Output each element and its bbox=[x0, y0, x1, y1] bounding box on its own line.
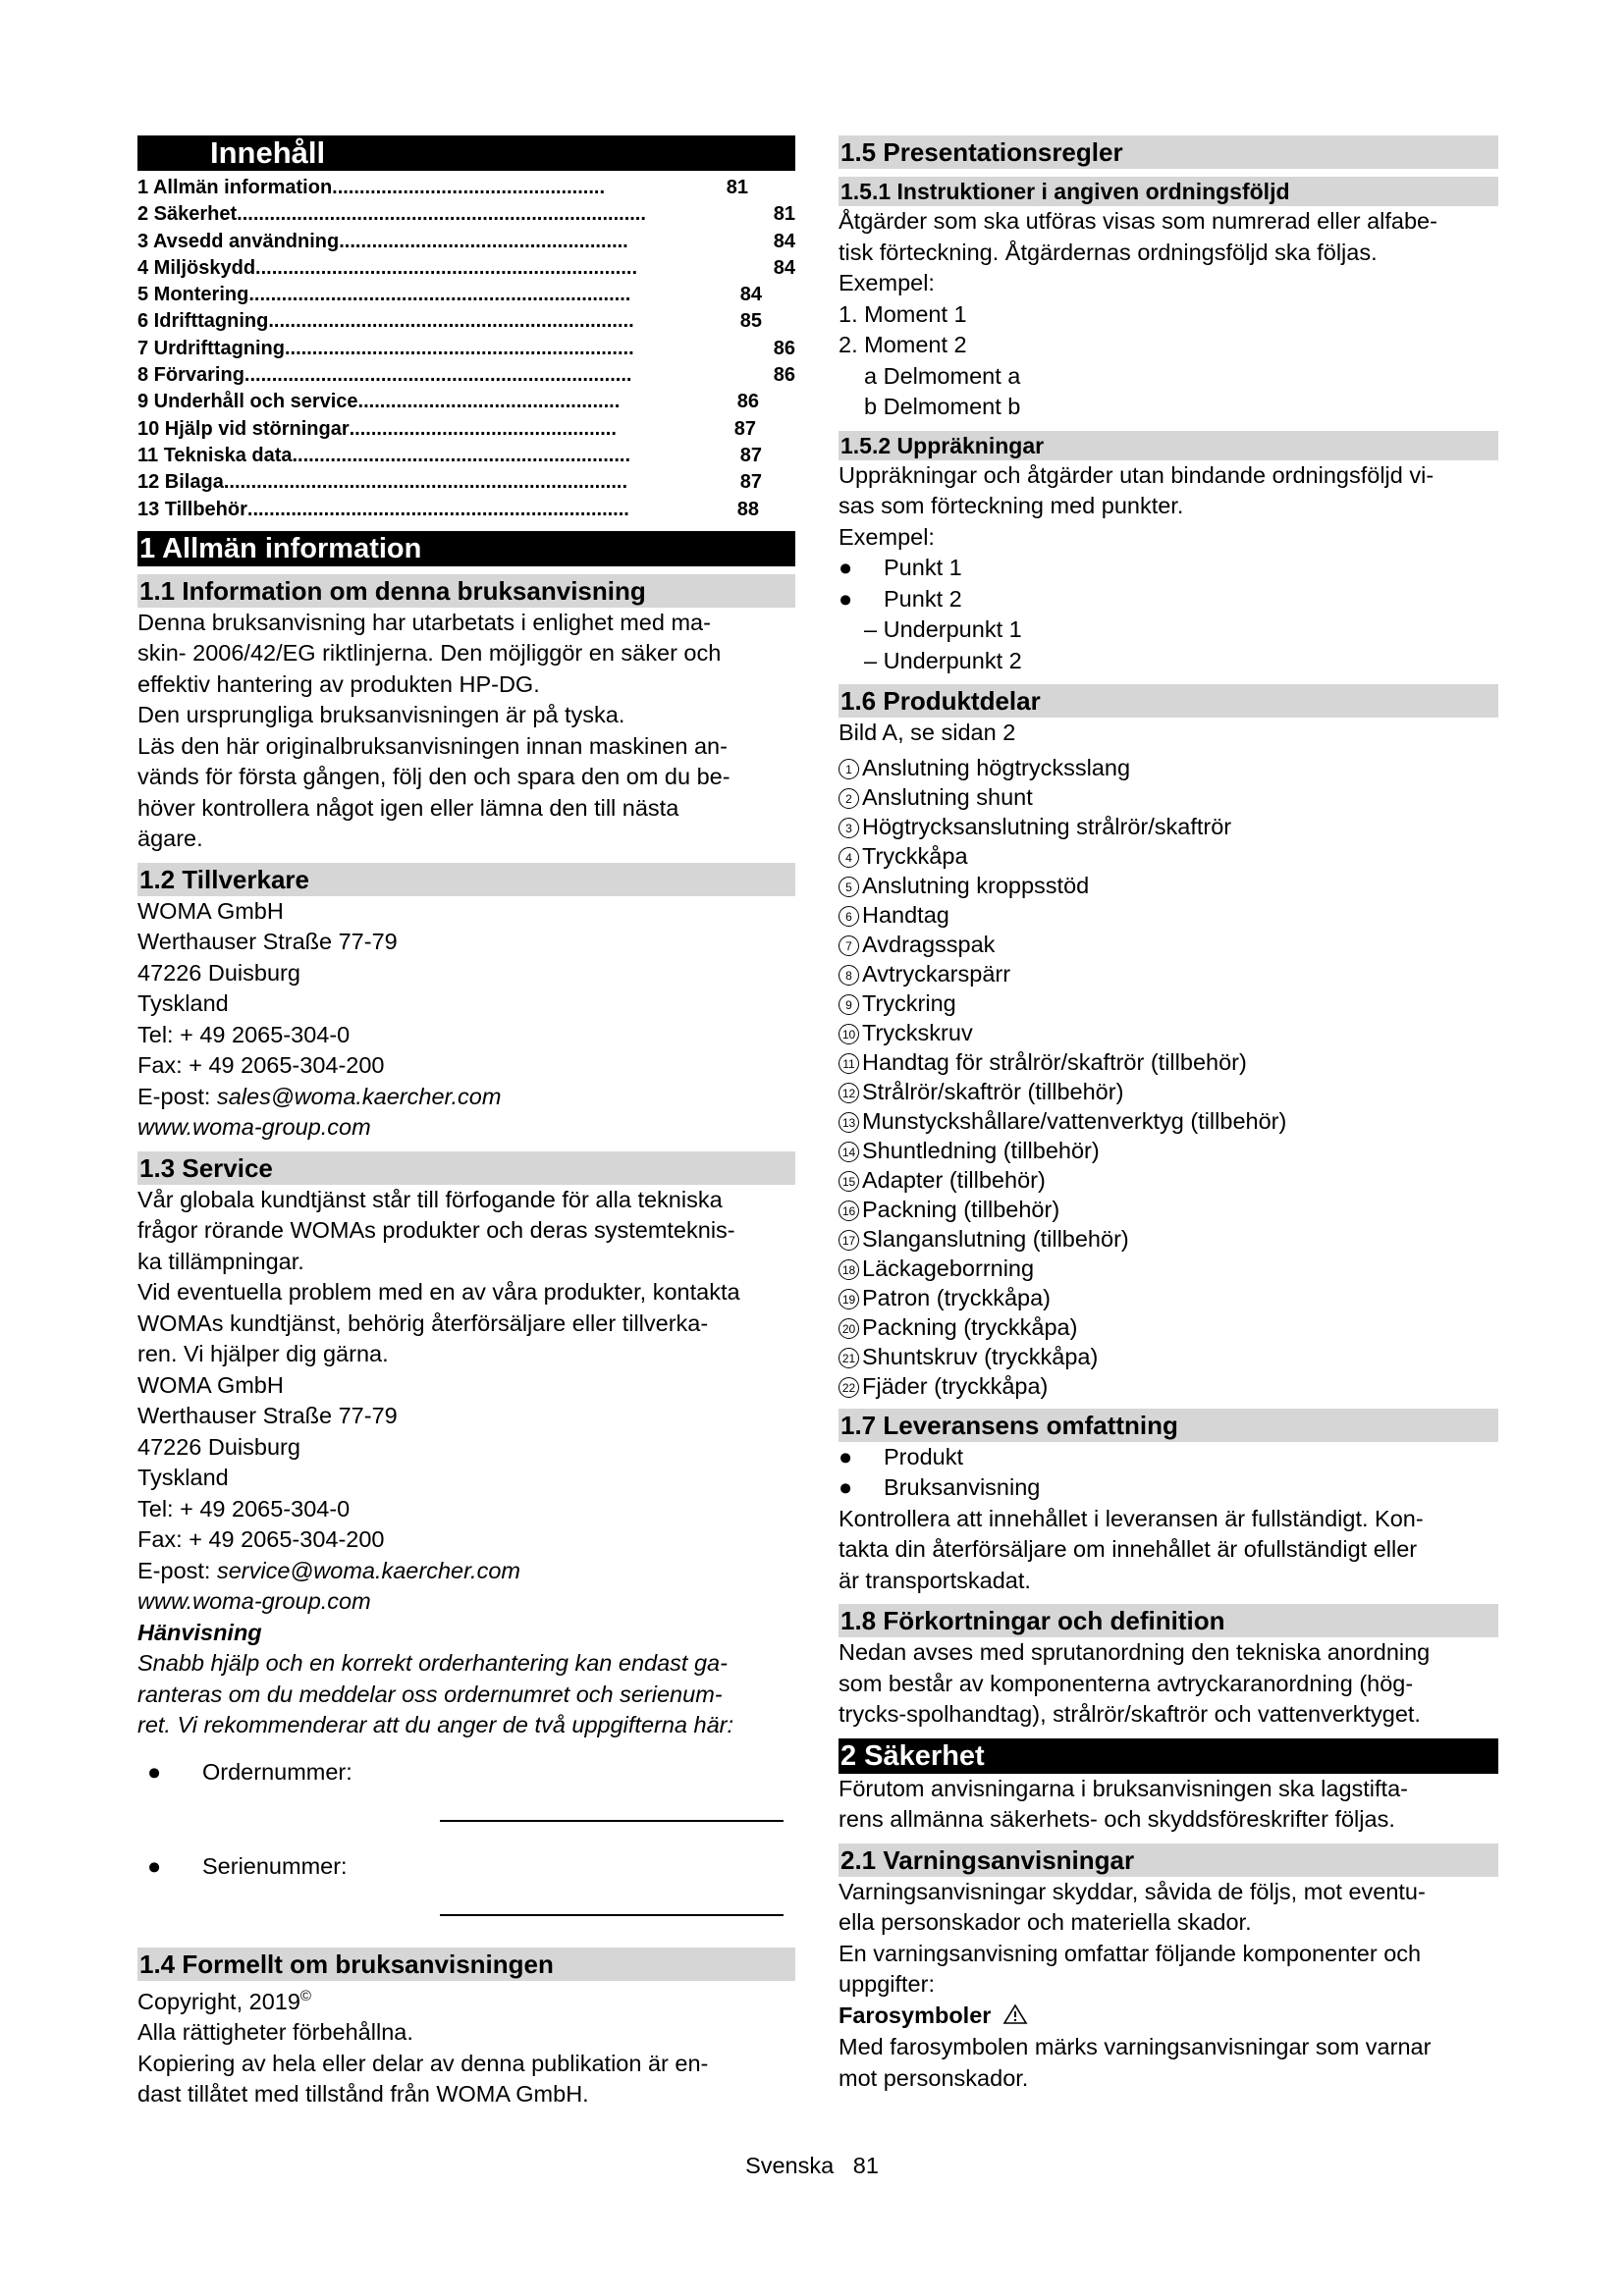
section-1-5-1-heading: 1.5.1 Instruktioner i angiven ordningsföljd bbox=[839, 177, 1498, 206]
toc-list bbox=[137, 175, 795, 523]
section-2-1-heading: 2.1 Varningsanvisningar bbox=[839, 1843, 1498, 1877]
list-item: ● Punkt 2 bbox=[839, 585, 962, 612]
section-1-5-heading: 1.5 Presentationsregler bbox=[839, 135, 1498, 169]
list-item: 20 Packning (tryckkåpa) bbox=[839, 1312, 1498, 1342]
toc-item[interactable]: 9 Underhåll och service ................................................ 86 bbox=[137, 391, 759, 413]
list-item: 12 Strålrör/skaftrör (tillbehör) bbox=[839, 1077, 1498, 1106]
list-item: 11 Handtag för strålrör/skaftrör (tillbehör) bbox=[839, 1047, 1498, 1077]
list-item: 22 Fjäder (tryckkåpa) bbox=[839, 1371, 1498, 1401]
section-1-7-heading: 1.7 Leveransens omfattning bbox=[839, 1409, 1498, 1442]
parts-intro: Bild A, se sidan 2 bbox=[839, 720, 1016, 745]
list-item: ● Punkt 1 bbox=[839, 555, 962, 580]
section-1-8-body: Nedan avses med sprutanordning den tekniska anordning som består av komponenterna avtryckaranordning (hög- trycks-spolhandtag), strålrör/skaftrör och vattenverktyget. bbox=[839, 1639, 1431, 1727]
toc-item[interactable]: 10 Hjälp vid störningar ................................................. 87 bbox=[137, 417, 756, 440]
serial-number-field[interactable]: ● Serienummer: bbox=[147, 1853, 348, 1880]
section-1-5-2-heading: 1.5.2 Uppräkningar bbox=[839, 431, 1498, 460]
service-body: Vår globala kundtjänst står till förfogande för alla tekniska frågor rörande WOMAs produkter och deras systemteknis- ka tillämpningar. Vid eventuella problem med en av våra produkter, kontakta WOMAs kundtjänst, behörig återförsäljare eller tillverka- ren. Vi hjälper dig gärna. WOMA GmbH Werthauser Straße 77-79 47226 Duisburg Tyskland Tel: + 49 2065-304-0 Fax: + 49 2065-304-200 E-post: service@woma.kaercher.com www.woma-group.com Hänvisning Snabb hjälp och en korrekt orderhantering kan endast ga- ranteras om du meddelar oss ordernumret och serienum- ret. Vi rekommenderar att du anger de två uppgifterna här: bbox=[137, 1185, 795, 1741]
section-1-4-heading: 1.4 Formellt om bruksanvisningen bbox=[137, 1948, 795, 1981]
warning-triangle-icon bbox=[1003, 2002, 1027, 2033]
toc-item[interactable]: 13 Tillbehör ...................................................................... 88 bbox=[137, 498, 759, 520]
list-item: 2 Anslutning shunt bbox=[839, 782, 1498, 812]
list-item: ● Bruksanvisning bbox=[839, 1474, 1041, 1500]
serial-number-line[interactable] bbox=[440, 1914, 784, 1916]
list-item: 3 Högtrycksanslutning strålrör/skaftrör bbox=[839, 812, 1498, 841]
right-column bbox=[839, 135, 1498, 2094]
section-1-3-heading: 1.3 Service bbox=[137, 1151, 795, 1185]
toc-item[interactable]: 1 Allmän information .................................................. 81 bbox=[137, 177, 748, 198]
website-link[interactable]: www.woma-group.com bbox=[137, 1114, 371, 1141]
toc-item[interactable]: 11 Tekniska data .............................................................. 87 bbox=[137, 444, 762, 466]
list-item: 1 Anslutning högtrycksslang bbox=[839, 753, 1498, 782]
section-1-8-heading: 1.8 Förkortningar och definition bbox=[839, 1604, 1498, 1637]
list-item: 15 Adapter (tillbehör) bbox=[839, 1165, 1498, 1195]
list-item: 16 Packning (tillbehör) bbox=[839, 1195, 1498, 1224]
list-item: 17 Slanganslutning (tillbehör) bbox=[839, 1224, 1498, 1254]
toc-item[interactable]: 3 Avsedd användning ..................................................... 84 bbox=[137, 230, 795, 252]
page-footer bbox=[0, 2153, 1624, 2179]
section-1-4-body: Copyright, 2019© Alla rättigheter förbehållna. Kopiering av hela eller delar av denna publikation är en- dast tillåtet med tillstånd från WOMA GmbH. bbox=[137, 1987, 709, 2108]
sales-email-link[interactable]: sales@woma.kaercher.com bbox=[216, 1083, 502, 1109]
service-email-link[interactable]: service@woma.kaercher.com bbox=[216, 1557, 520, 1583]
list-item: 7 Avdragsspak bbox=[839, 930, 1498, 959]
toc-item[interactable]: 8 Förvaring ....................................................................... 86 bbox=[137, 364, 795, 387]
list-item: ● Produkt bbox=[839, 1443, 963, 1469]
list-item: 21 Shuntskruv (tryckkåpa) bbox=[839, 1342, 1498, 1371]
hazard-symbols-title: Farosymboler bbox=[839, 2002, 992, 2028]
list-item: 10 Tryckskruv bbox=[839, 1018, 1498, 1047]
section-1-1-body: Denna bruksanvisning har utarbetats i enlighet med ma- skin- 2006/42/EG riktlinjerna. Den möjliggör en säker och effektiv hantering av produkten HP-DG. Den ursprungliga bruksanvisningen är på tyska. Läs den här originalbruksanvisningen innan maskinen an- vänds för första gången, följ den och spara den om du be- höver kontrollera något igen eller lämna den till nästa ägare. bbox=[137, 609, 731, 852]
section-1-1-heading: 1.1 Information om denna bruksanvisning bbox=[137, 574, 795, 608]
toc-item[interactable]: 5 Montering ...................................................................... 84 bbox=[137, 284, 762, 306]
list-item: 8 Avtryckarspärr bbox=[839, 959, 1498, 988]
section-1-5-1-body: Åtgärder som ska utföras visas som numrerad eller alfabe- tisk förteckning. Åtgärdernas ordningsföljd ska följas. Exempel: 1. Moment 1 2. Moment 2 a Delmoment a b Delmoment b bbox=[839, 208, 1437, 419]
section-2-1-body: Varningsanvisningar skyddar, såvida de följs, mot eventu- ella personskador och materiella skador. En varningsanvisning omfattar följande komponenter och uppgifter: Farosymboler Med farosymbolen märks varningsanvisningar som varnar mot personskador. bbox=[839, 1878, 1432, 2091]
toc-item[interactable]: 6 Idrifttagning ................................................................... 85 bbox=[137, 310, 762, 333]
toc-item[interactable]: 12 Bilaga .......................................................................... 87 bbox=[137, 471, 762, 494]
manufacturer-address: WOMA GmbH Werthauser Straße 77-79 47226 Duisburg Tyskland Tel: + 49 2065-304-0 Fax: + 49 2065-304-200 E-post: sales@woma.kaercher.com www.woma-group.com bbox=[137, 897, 502, 1141]
section-1-heading: 1 Allmän information bbox=[137, 531, 795, 566]
order-number-line[interactable] bbox=[440, 1820, 784, 1822]
list-item: 6 Handtag bbox=[839, 900, 1498, 930]
page-number: 81 bbox=[852, 2153, 879, 2178]
toc-item[interactable]: 2 Säkerhet ........................................................................... 81 bbox=[137, 203, 795, 226]
section-2-body: Förutom anvisningarna i bruksanvisningen ska lagstifta- rens allmänna säkerhets- och skyddsföreskrifter följas. bbox=[839, 1775, 1408, 1832]
note-title: Hänvisning bbox=[137, 1619, 262, 1645]
section-1-2-heading: 1.2 Tillverkare bbox=[137, 863, 795, 896]
list-item: 4 Tryckkåpa bbox=[839, 841, 1498, 871]
website-link[interactable]: www.woma-group.com bbox=[137, 1588, 371, 1615]
left-column bbox=[137, 135, 795, 2110]
section-2-heading: 2 Säkerhet bbox=[839, 1738, 1498, 1774]
section-1-5-2-body: Uppräkningar och åtgärder utan bindande ordningsföljd vi- sas som förteckning med punkter. Exempel: ● Punkt 1 ● Punkt 2 – Underpunkt 1 – Underpunkt 2 bbox=[839, 460, 1498, 677]
toc-item[interactable]: 4 Miljöskydd ...................................................................... 84 bbox=[137, 256, 795, 279]
section-1-6-heading: 1.6 Produktdelar bbox=[839, 684, 1498, 718]
footer-language: Svenska bbox=[745, 2153, 835, 2178]
toc-title: Innehåll bbox=[137, 135, 795, 171]
list-item: 14 Shuntledning (tillbehör) bbox=[839, 1136, 1498, 1165]
order-number-field[interactable]: ● Ordernummer: bbox=[147, 1759, 352, 1786]
list-item: 13 Munstyckshållare/vattenverktyg (tillbehör) bbox=[839, 1106, 1498, 1136]
parts-list bbox=[839, 753, 1498, 1401]
list-item: 5 Anslutning kroppsstöd bbox=[839, 871, 1498, 900]
list-item: 18 Läckageborrning bbox=[839, 1254, 1498, 1283]
list-item: 9 Tryckring bbox=[839, 988, 1498, 1018]
toc-item[interactable]: 7 Urdrifttagning ................................................................ 86 bbox=[137, 337, 795, 359]
list-item: 19 Patron (tryckkåpa) bbox=[839, 1283, 1498, 1312]
section-1-7-body: ● Produkt ● Bruksanvisning Kontrollera att innehållet i leveransen är fullständigt. Kon- takta din återförsäljare om innehållet är ofullständigt eller är transportskadat. bbox=[839, 1442, 1498, 1597]
